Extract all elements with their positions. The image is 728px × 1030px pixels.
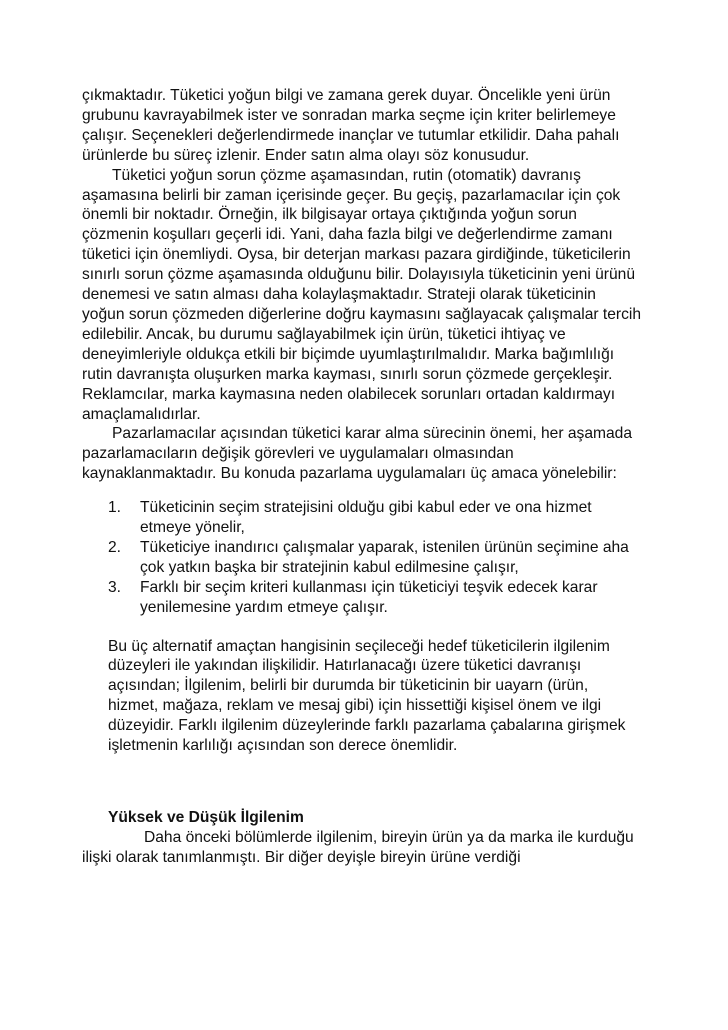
document-body	[82, 86, 642, 868]
list-item-text: Tüketiciye inandırıcı çalışmalar yaparak, istenilen ürünün seçimine aha çok yatkın başka bir stratejinin kabul edilmesine çalışır,	[140, 538, 629, 576]
list-number: 2.	[108, 538, 122, 556]
list-number: 1.	[108, 499, 122, 517]
paragraph-2: Tüketici yoğun sorun çözme aşamasından, rutin (otomatik) davranış aşamasına belirli bir zaman içerisinde geçer. Bu geçiş, pazarlamacılar için çok önemli bir noktadır. Örneğin, ilk bilgisayar ortaya çıktığında yoğun sorun çözmenin koşulları geçerli idi. Yani, daha fazla bilgi ve değerlendirme zamanı tüketici için önemliydi. Oysa, bir deterjan markası pazara girdiğinde, tüketicilerin sınırlı sorun çözme aşamasında olduğunu bilir. Dolayısıyla tüketicinin yeni ürünü denemesi ve satın alması daha kolaylaşmaktadır. Strateji olarak tüketicinin yoğun sorun çözmeden diğerlerine doğru kaymasını sağlayacak çalışmalar tercih edilebilir. Ancak, bu durumu sağlayabilmek için ürün, tüketici ihtiyaç ve deneyimleriyle oldukça etkili bir biçimde uyumlaştırılmalıdır. Marka bağımlılığı rutin davranışta oluşurken marka kayması, sınırlı sorun çözmede gerçekleşir. Reklamcılar, marka kaymasına neden olabilecek sorunları ortadan kaldırmayı amaçlamalıdırlar.	[82, 166, 642, 423]
list-item	[82, 538, 642, 578]
list-item	[82, 578, 642, 618]
paragraph-3: Pazarlamacılar açısından tüketici karar alma sürecinin önemi, her aşamada pazarlamacıların değişik görevleri ve uygulamaları olmasından kaynaklanmaktadır. Bu konuda pazarlama uygulamaları üç amaca yönelebilir:	[82, 425, 633, 483]
list-number: 3.	[108, 578, 122, 596]
paragraph-4: Bu üç alternatif amaçtan hangisinin seçileceği hedef tüketicilerin ilgilenim düzeyleri ile yakından ilişkilidir. Hatırlanacağı üzere tüketici davranışı açısından; İlgilenim, belirli bir durumda bir tüketicinin bir uayarn (ürün, hizmet, mağaza, reklam ve mesaj gibi) için hissettiği kişisel önem ve ilgi düzeyidir. Farklı ilgilenim düzeylerinde farklı pazarlama çabalarına girişmek işletmenin karlılığı açısından son derece önemlidir.	[108, 637, 626, 755]
list-item-text: Tüketicinin seçim stratejisini olduğu gibi kabul eder ve ona hizmet etmeye yönelir,	[140, 499, 592, 537]
section-heading: Yüksek ve Düşük İlgilenim	[108, 809, 304, 826]
numbered-list	[82, 498, 642, 617]
paragraph-1: çıkmaktadır. Tüketici yoğun bilgi ve zamana gerek duyar. Öncelikle yeni ürün grubunu kavrayabilmek ister ve sonradan marka seçme için kriter belirlemeye çalışır. Seçenekleri değerlendirmede inançlar ve tutumlar etkilidir. Daha pahalı ürünlerde bu süreç izlenir. Ender satın alma olayı söz konusudur.	[82, 87, 620, 164]
paragraph-5: Daha önceki bölümlerde ilgilenim, bireyin ürün ya da marka ile kurduğu ilişki olarak tanımlanmıştı. Bir diğer deyişle bireyin ürüne verdiği	[82, 828, 634, 866]
list-item-text: Farklı bir seçim kriteri kullanması için tüketiciyi teşvik edecek karar yenilemesine yardım etmeye çalışır.	[140, 578, 598, 616]
list-item	[82, 498, 642, 538]
